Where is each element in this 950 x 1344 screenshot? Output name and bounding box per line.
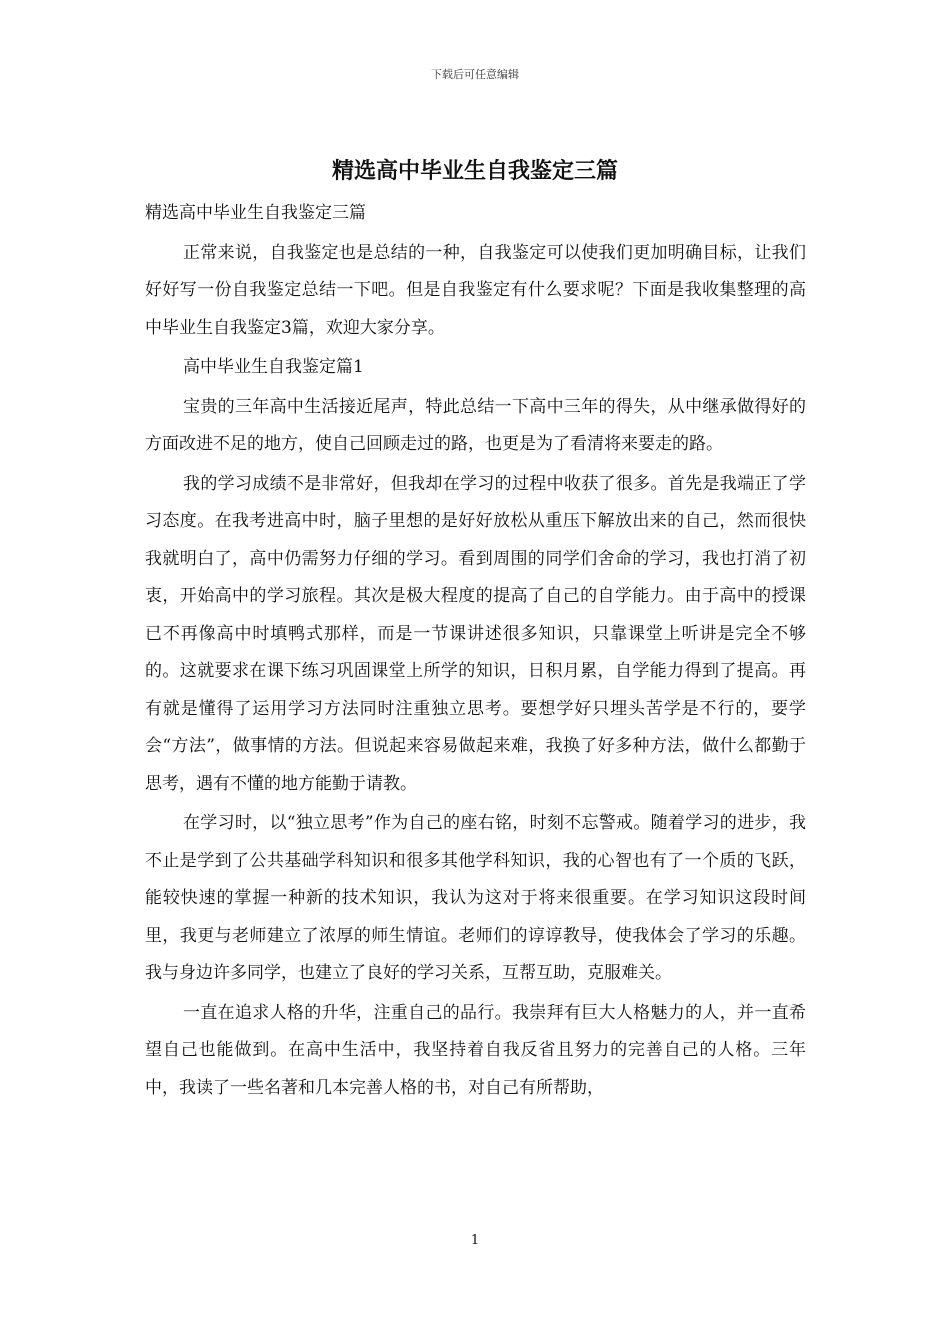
body-paragraph: 在学习时，以“独立思考”作为自己的座右铭，时刻不忘警戒。随着学习的进步，我不止是学到了公共基础学科知识和很多其他学科知识，我的心智也有了一个质的飞跃，能较快速的掌握一种新的技术知识，我认为这对于将来很重要。在学习知识这段时间里，我更与老师建立了浓厚的师生情谊。老师们的谆谆教导，使我体会了学习的乐趣。我与身边许多同学，也建立了良好的学习关系，互帮互助，克服难关。 (145, 813, 806, 983)
document-title: 精选高中毕业生自我鉴定三篇 (331, 158, 618, 184)
page-number: 1 (470, 1233, 480, 1248)
body-paragraph: 一直在追求人格的升华，注重自己的品行。我崇拜有巨大人格魅力的人，并一直希望自己也能做到。在高中生活中，我坚持着自我反省且努力的完善自己的人格。三年中，我读了一些名著和几本完善人格的书，对自己有所帮助， (145, 1002, 806, 1098)
subtitle-paragraph: 精选高中毕业生自我鉴定三篇 (145, 203, 366, 223)
intro-paragraph: 正常来说，自我鉴定也是总结的一种，自我鉴定可以使我们更加明确目标，让我们好好写一份自我鉴定总结一下吧。但是自我鉴定有什么要求呢？下面是我收集整理的高中毕业生自我鉴定3篇，欢迎大家分享。 (145, 242, 806, 338)
document-body (145, 195, 806, 1109)
body-paragraph: 我的学习成绩不是非常好，但我却在学习的过程中收获了很多。首先是我端正了学习态度。在我考进高中时，脑子里想的是好好放松从重压下解放出来的自己，然而很快我就明白了，高中仍需努力仔细的学习。看到周围的同学们舍命的学习，我也打消了初衷，开始高中的学习旅程。其次是极大程度的提高了自己的自学能力。由于高中的授课已不再像高中时填鸭式那样，而是一节课讲述很多知识，只靠课堂上听讲是完全不够的。这就要求在课下练习巩固课堂上所学的知识，日积月累，自学能力得到了提高。再有就是懂得了运用学习方法同时注重独立思考。要想学好只埋头苦学是不行的，要学会“方法”，做事情的方法。但说起来容易做起来难，我换了好多种方法，做什么都勤于思考，遇有不懂的地方能勤于请教。 (145, 473, 806, 794)
body-paragraph: 宝贵的三年高中生活接近尾声，特此总结一下高中三年的得失，从中继承做得好的方面改进不足的地方，使自己回顾走过的路，也更是为了看清将来要走的路。 (145, 396, 806, 454)
section-heading: 高中毕业生自我鉴定篇1 (183, 357, 364, 377)
header-note: 下载后可任意编辑 (431, 68, 519, 81)
